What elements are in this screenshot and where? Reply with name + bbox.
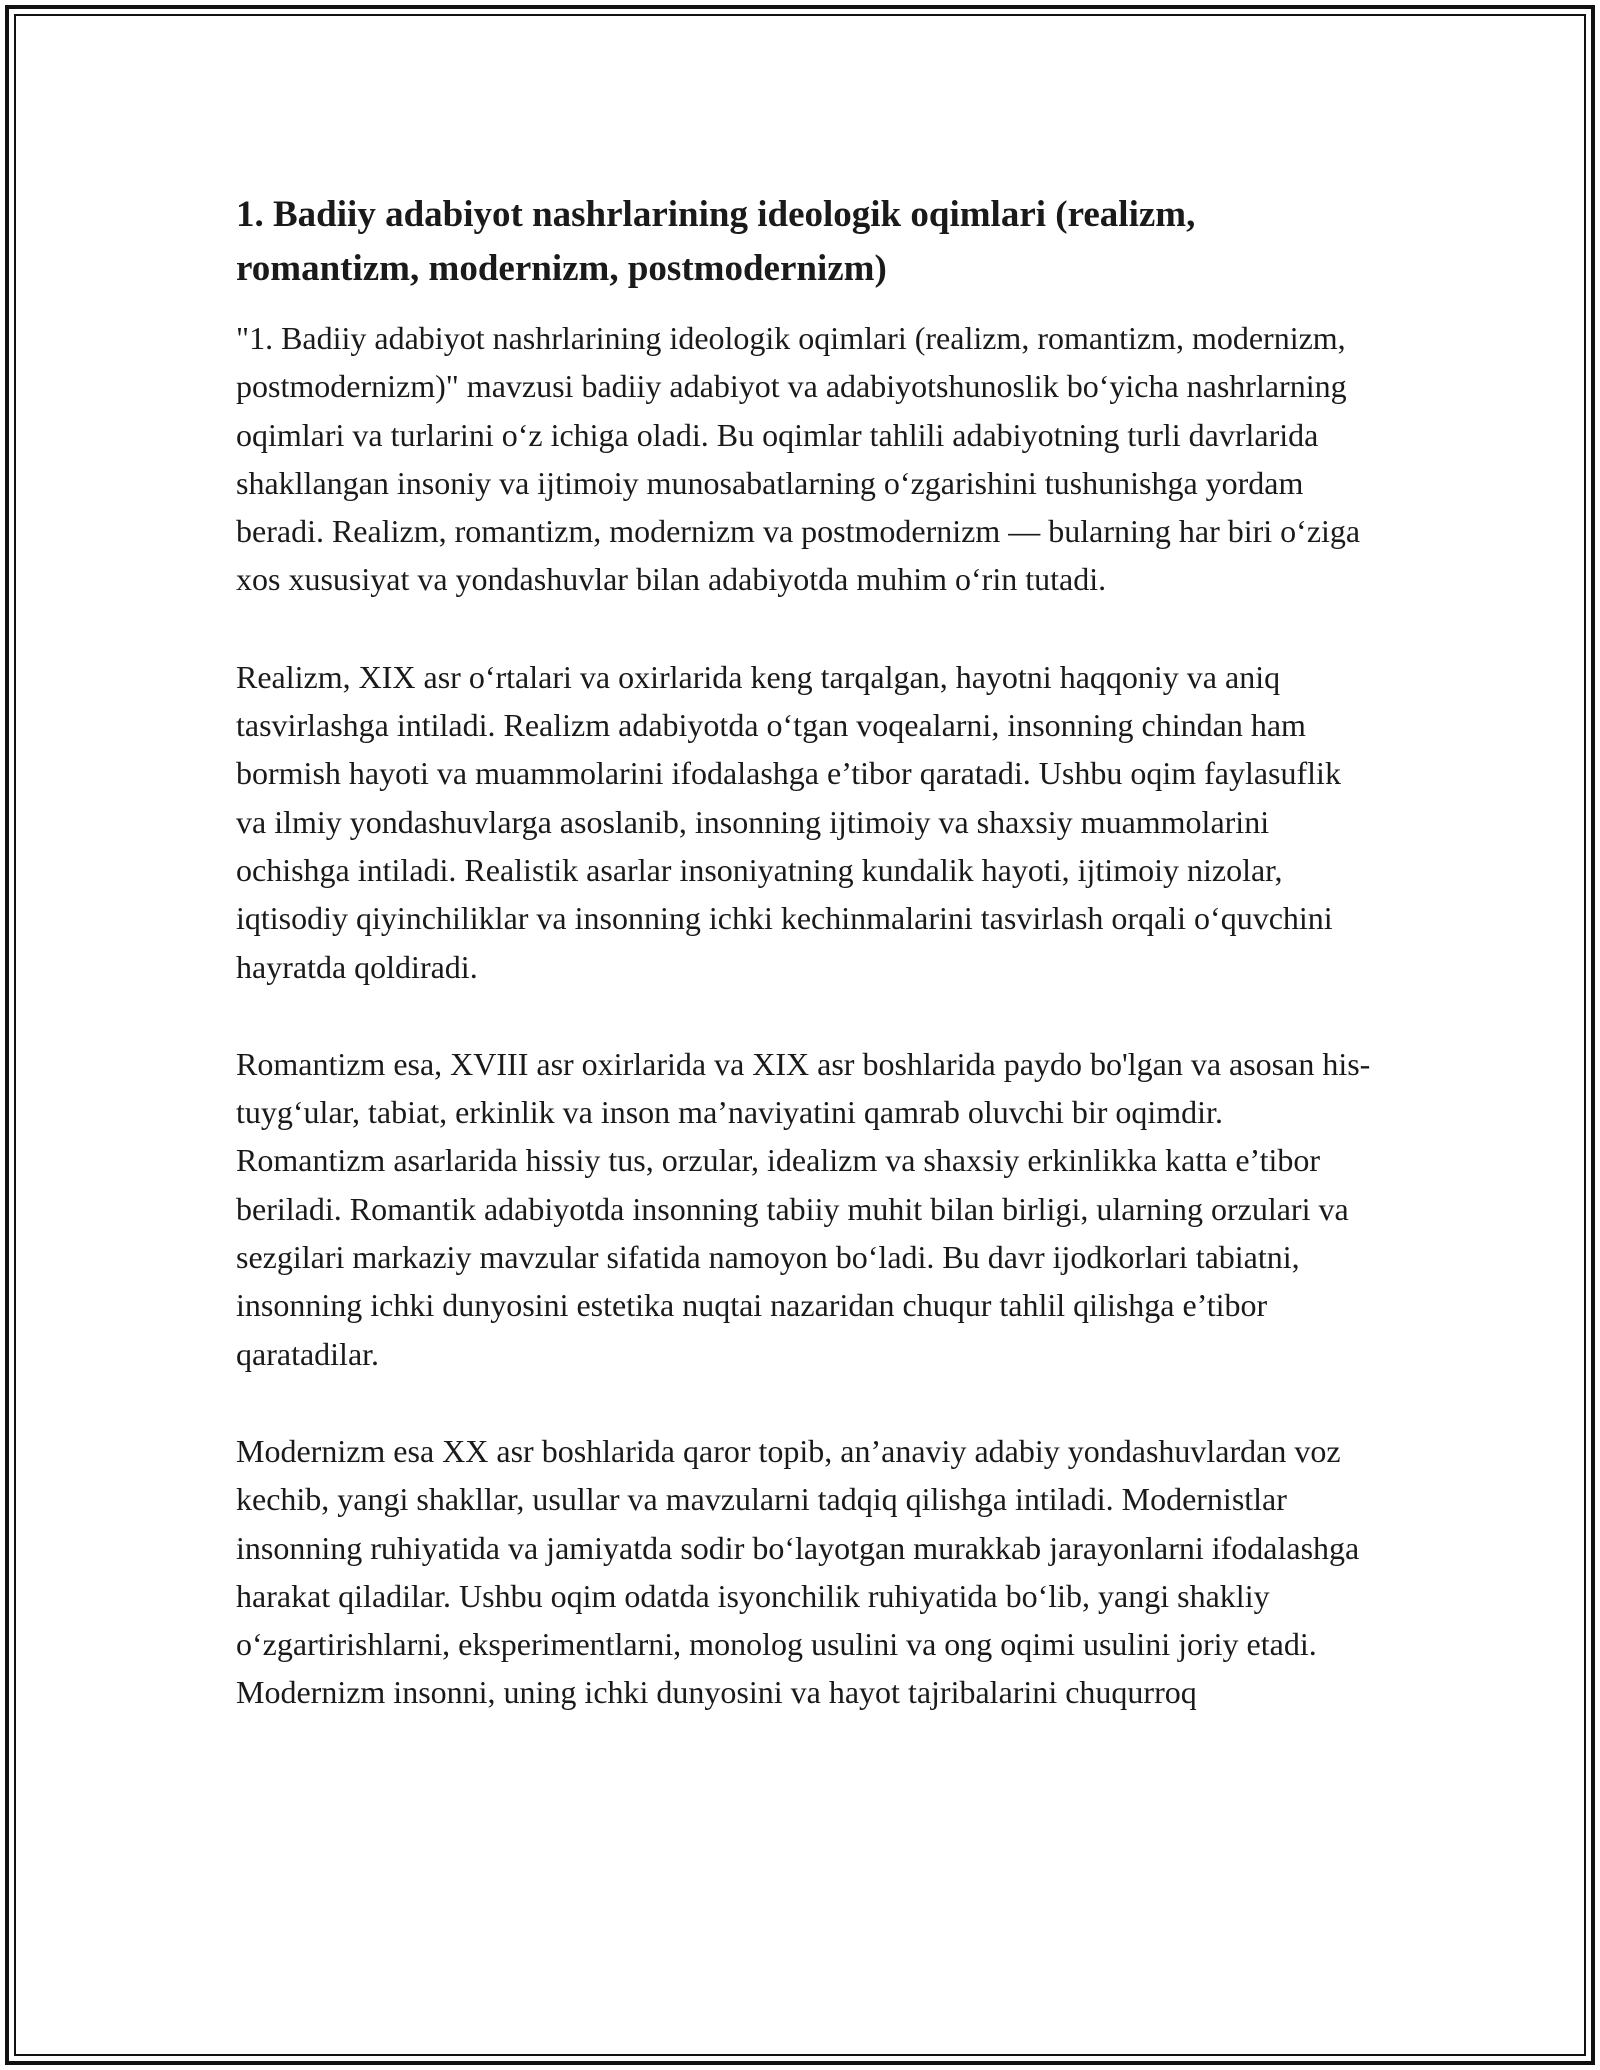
paragraph-romanticism: Romantizm esa, XVIII asr oxirlarida va XIX asr boshlarida paydo bo'lgan va asosan his-tuyg‘ular, tabiat, erkinlik va inson ma’naviyatini qamrab oluvchi bir oqimdir. Romantizm asarlarida hissiy tus, orzular, idealizm va shaxsiy erkinlikka katta e’tibor beriladi. Romantik adabiyotda insonning tabiiy muhit bilan birligi, ularning orzulari va sezgilari markaziy mavzular sifatida namoyon bo‘ladi. Bu davr ijodkorlari tabiatni, insonning ichki dunyosini estetika nuqtai nazaridan chuqur tahlil qilishga e’tibor qaratadilar. [236, 1045, 1371, 1372]
paragraph-intro: "1. Badiiy adabiyot nashrlarining ideologik oqimlari (realizm, romantizm, modernizm, postmodernizm)" mavzusi badiiy adabiyot va adabiyotshunoslik bo‘yicha nashrlarning oqimlari va turlarini o‘z ichiga oladi. Bu oqimlar tahlili adabiyotning turli davrlarida shakllangan insoniy va ijtimoiy munosabatlarning o‘zgarishini tushunishga yordam beradi. Realizm, romantizm, modernizm va postmodernizm — bularning har biri o‘ziga xos xususiyat va yondashuvlar bilan adabiyotda muhim o‘rin tutadi. [236, 320, 1361, 598]
paragraph-realism: Realizm, XIX asr o‘rtalari va oxirlarida keng tarqalgan, hayotni haqqoniy va aniq tasvirlashga intiladi. Realizm adabiyotda o‘tgan voqealarni, insonning chindan ham bormish hayoti va muammolarini ifodalashga e’tibor qaratadi. Ushbu oqim faylasuflik va ilmiy yondashuvlarga asoslanib, insonning ijtimoiy va shaxsiy muammolarini ochishga intiladi. Realistik asarlar insoniyatning kundalik hayoti, ijtimoiy nizolar, iqtisodiy qiyinchiliklar va insonning ichki kechinmalarini tasvirlash orqali o‘quvchini hayratda qoldiradi. [236, 658, 1341, 985]
section-heading: 1. Badiiy adabiyot nashrlarining ideologik oqimlari (realizm, romantizm, modernizm, postmodernizm) [236, 194, 1196, 289]
paragraph-modernism: Modernizm esa XX asr boshlarida qaror topib, an’anaviy adabiy yondashuvlardan voz kechib, yangi shakllar, usullar va mavzularni tadqiq qilishga intiladi. Modernistlar insonning ruhiyatida va jamiyatda sodir bo‘layotgan murakkab jarayonlarni ifodalashga harakat qiladilar. Ushbu oqim odatda isyonchilik ruhiyatida bo‘lib, yangi shakliy o‘zgartirishlarni, eksperimentlarni, monolog usulini va ong oqimi usulini joriy etadi. Modernizm insonni, uning ichki dunyosini va hayot tajribalarini chuqurroq [236, 1432, 1360, 1711]
document-body [236, 188, 1376, 1766]
